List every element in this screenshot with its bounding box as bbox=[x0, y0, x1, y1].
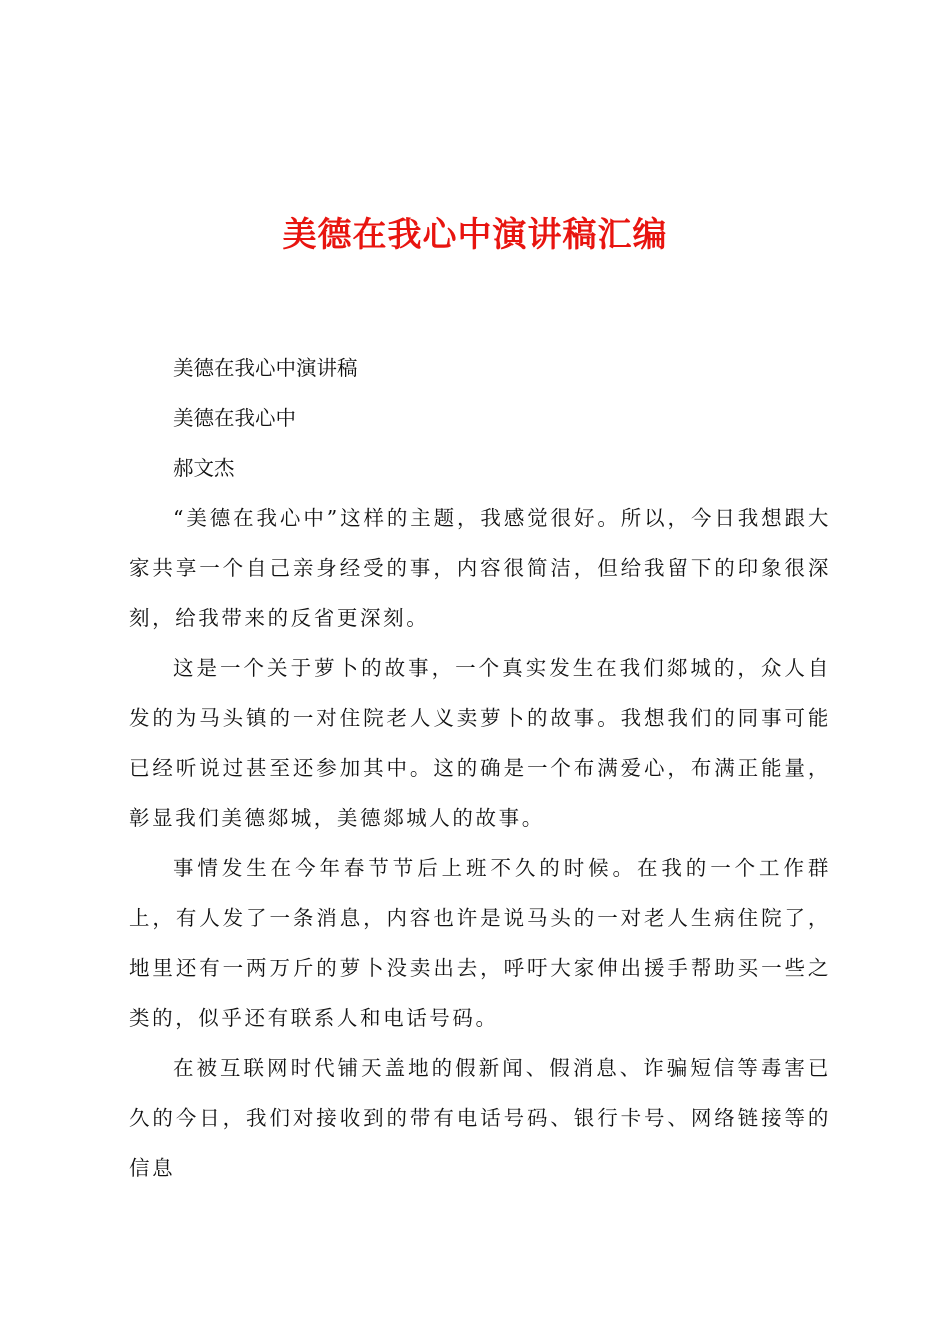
speech-subtitle-line: 美德在我心中 bbox=[173, 406, 296, 430]
paragraph: 事情发生在今年春节节后上班不久的时候。在我的一个工作群上，有人发了一条消息，内容也许是说马头的一对老人生病住院了，地里还有一两万斤的萝卜没卖出去，呼吁大家伸出援手帮助买一些之类的，似乎还有联系人和电话号码。 bbox=[129, 856, 831, 1030]
document-title: 美德在我心中演讲稿汇编 bbox=[282, 215, 668, 255]
paragraph: “美德在我心中”这样的主题，我感觉很好。所以，今日我想跟大家共享一个自己亲身经受的事，内容很简洁，但给我留下的印象很深刻，给我带来的反省更深刻。 bbox=[129, 506, 831, 630]
document-body bbox=[129, 343, 831, 1193]
paragraph: 在被互联网时代铺天盖地的假新闻、假消息、诈骗短信等毒害已久的今日，我们对接收到的带有电话号码、银行卡号、网络链接等的信息 bbox=[129, 1056, 831, 1180]
paragraph: 这是一个关于萝卜的故事，一个真实发生在我们郯城的，众人自发的为马头镇的一对住院老人义卖萝卜的故事。我想我们的同事可能已经听说过甚至还参加其中。这的确是一个布满爱心，布满正能量，彰显我们美德郯城，美德郯城人的故事。 bbox=[129, 656, 831, 830]
speech-title-line: 美德在我心中演讲稿 bbox=[173, 356, 358, 380]
author-name: 郝文杰 bbox=[173, 456, 235, 480]
